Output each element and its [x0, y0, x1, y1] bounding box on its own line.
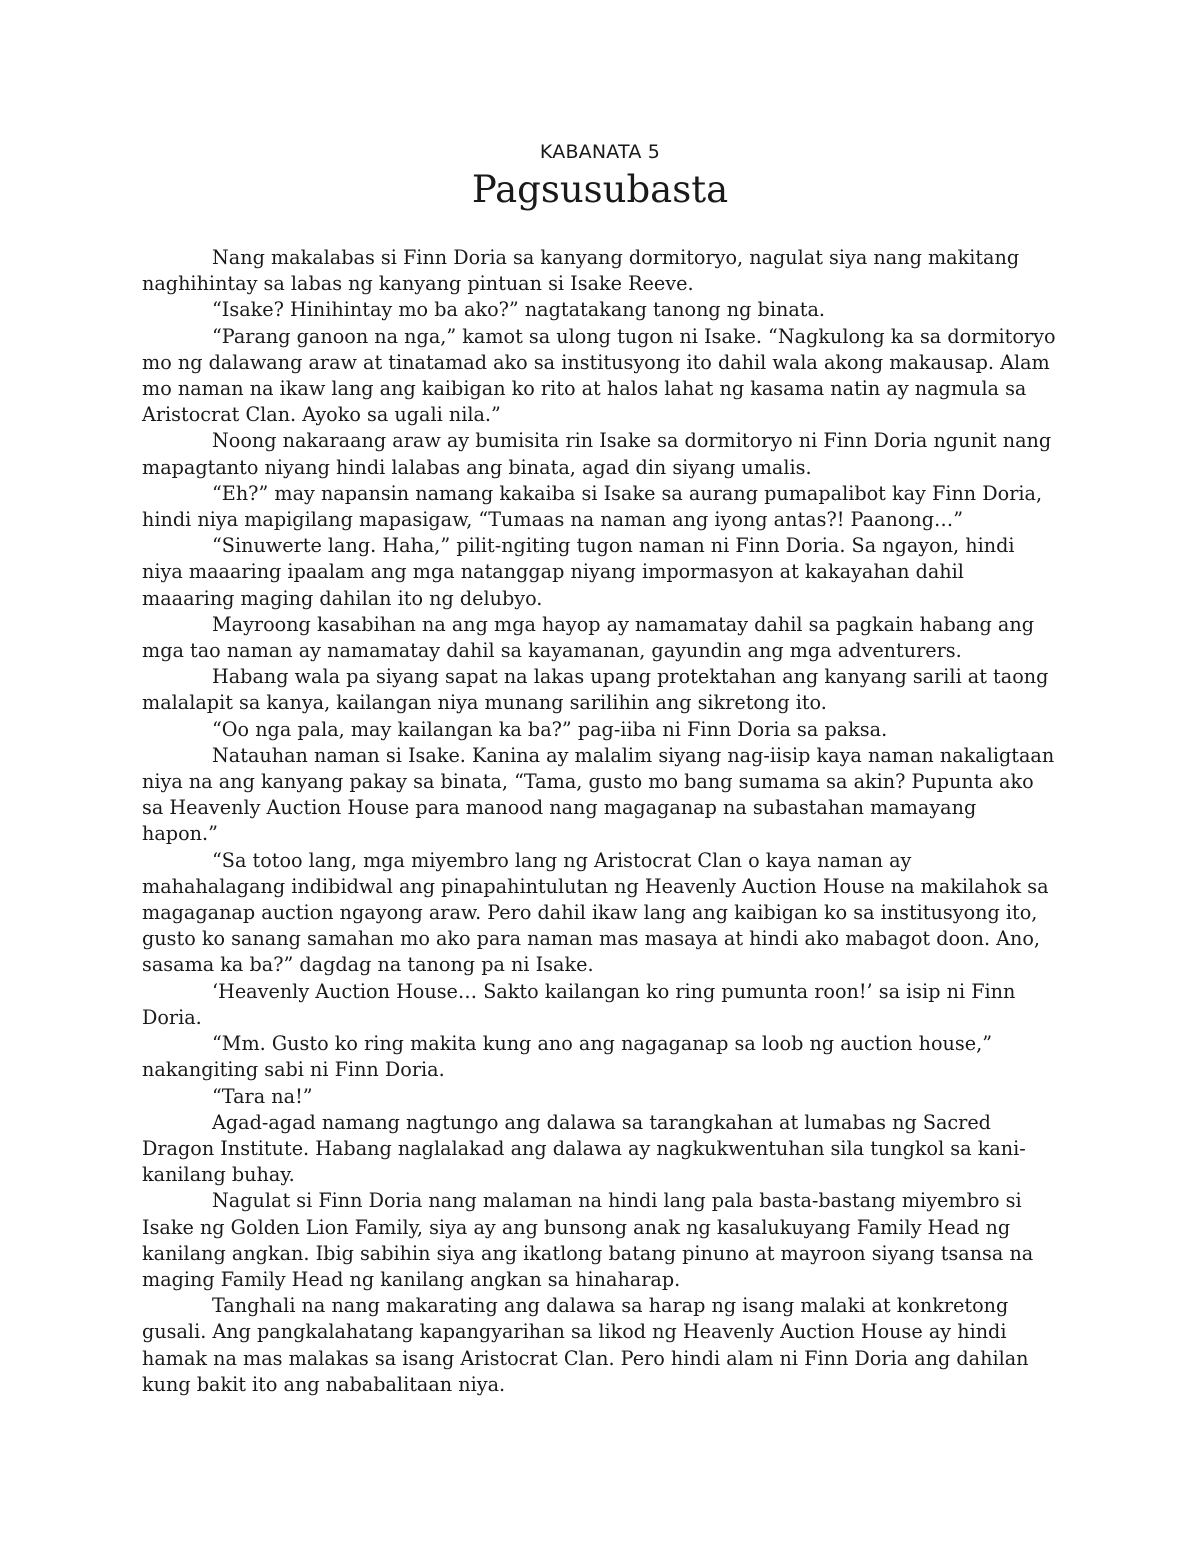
paragraph: Nagulat si Finn Doria nang malaman na hindi lang pala basta-bastang miyembro si Isake ng Golden Lion Family, siya ay ang bunsong anak ng kasalukuyang Family Head ng kanilang angkan. Ibig sabihin siya ang ikatlong batang pinuno at mayroon siyang tsansa na maging Family Head ng kanilang angkan sa hinaharap.	[142, 1189, 1034, 1291]
paragraph: Mayroong kasabihan na ang mga hayop ay namamatay dahil sa pagkain habang ang mga tao naman ay namamatay dahil sa kayamanan, gayundin ang mga adventurers.	[142, 612, 1034, 663]
chapter-label: KABANATA 5	[539, 141, 661, 163]
paragraph: Noong nakaraang araw ay bumisita rin Isake sa dormitoryo ni Finn Doria ngunit nang mapagtanto niyang hindi lalabas ang binata, agad din siyang umalis.	[142, 429, 1052, 479]
paragraph: “Sa totoo lang, mga miyembro lang ng Aristocrat Clan o kaya naman ay mahahalagang indibidwal ang pinapahintulutan ng Heavenly Auction House na makilahok sa magaganap auction ngayong araw. Pero dahil ikaw lang ang kaibigan ko sa institusyong ito, gusto ko sanang samahan mo ako para naman mas masaya at hindi ako mabagot doon. Ano, sasama ka ba?” dagdag na tanong pa ni Isake.	[142, 848, 1049, 977]
paragraph: “Oo nga pala, may kailangan ka ba?” pag-iiba ni Finn Doria sa paksa.	[212, 717, 888, 741]
paragraph: ‘Heavenly Auction House… Sakto kailangan ko ring pumunta roon!’ sa isip ni Finn Doria.	[142, 979, 1016, 1029]
chapter-title: Pagsusubasta	[471, 168, 729, 211]
paragraph: Tanghali na nang makarating ang dalawa sa harap ng isang malaki at konkretong gusali. Ang pangkalahatang kapangyarihan sa likod ng Heavenly Auction House ay hindi hamak na mas malakas sa isang Aristocrat Clan. Pero hindi alam ni Finn Doria ang dahilan kung bakit ito ang nababalitaan niya.	[142, 1294, 1029, 1396]
paragraph: “Isake? Hinihintay mo ba ako?” nagtatakang tanong ng binata.	[212, 298, 826, 322]
paragraph: “Mm. Gusto ko ring makita kung ano ang nagaganap sa loob ng auction house,” nakangiting sabi ni Finn Doria.	[142, 1032, 993, 1082]
paragraph: Habang wala pa siyang sapat na lakas upang protektahan ang kanyang sarili at taong malalapit sa kanya, kailangan niya munang sarilihin ang sikretong ito.	[142, 665, 1049, 715]
paragraph: Natauhan naman si Isake. Kanina ay malalim siyang nag-iisip kaya naman nakaligtaan niya na ang kanyang pakay sa binata, “Tama, gusto mo bang sumama sa akin? Pupunta ako sa Heavenly Auction House para manood nang magaganap na subastahan mamayang hapon.”	[142, 743, 1055, 846]
paragraph: “Tara na!”	[212, 1084, 313, 1108]
paragraph: “Eh?” may napansin namang kakaiba si Isake sa aurang pumapalibot kay Finn Doria, hindi niya mapigilang mapasigaw, “Tumaas na naman ang iyong antas?! Paanong…”	[142, 481, 1043, 532]
paragraph: Nang makalabas si Finn Doria sa kanyang dormitoryo, nagulat siya nang makitang naghihintay sa labas ng kanyang pintuan si Isake Reeve.	[142, 246, 1020, 296]
paragraph: “Parang ganoon na nga,” kamot sa ulong tugon ni Isake. “Nagkulong ka sa dormitoryo mo ng dalawang araw at tinatamad ako sa institusyong ito dahil wala akong makausap. Alam mo naman na ikaw lang ang kaibigan ko rito at halos lahat ng kasama natin ay nagmula sa Aristocrat Clan. Ayoko sa ugali nila.”	[142, 324, 1056, 427]
chapter-body	[142, 245, 1058, 1398]
paragraph: “Sinuwerte lang. Haha,” pilit-ngiting tugon naman ni Finn Doria. Sa ngayon, hindi niya maaaring ipaalam ang mga natanggap niyang impormasyon at kakayahan dahil maaaring maging dahilan ito ng delubyo.	[142, 534, 1015, 610]
paragraph: Agad-agad namang nagtungo ang dalawa sa tarangkahan at lumabas ng Sacred Dragon Institute. Habang naglalakad ang dalawa ay nagkukwentuhan sila tungkol sa kani-kanilang buhay.	[142, 1110, 1026, 1187]
